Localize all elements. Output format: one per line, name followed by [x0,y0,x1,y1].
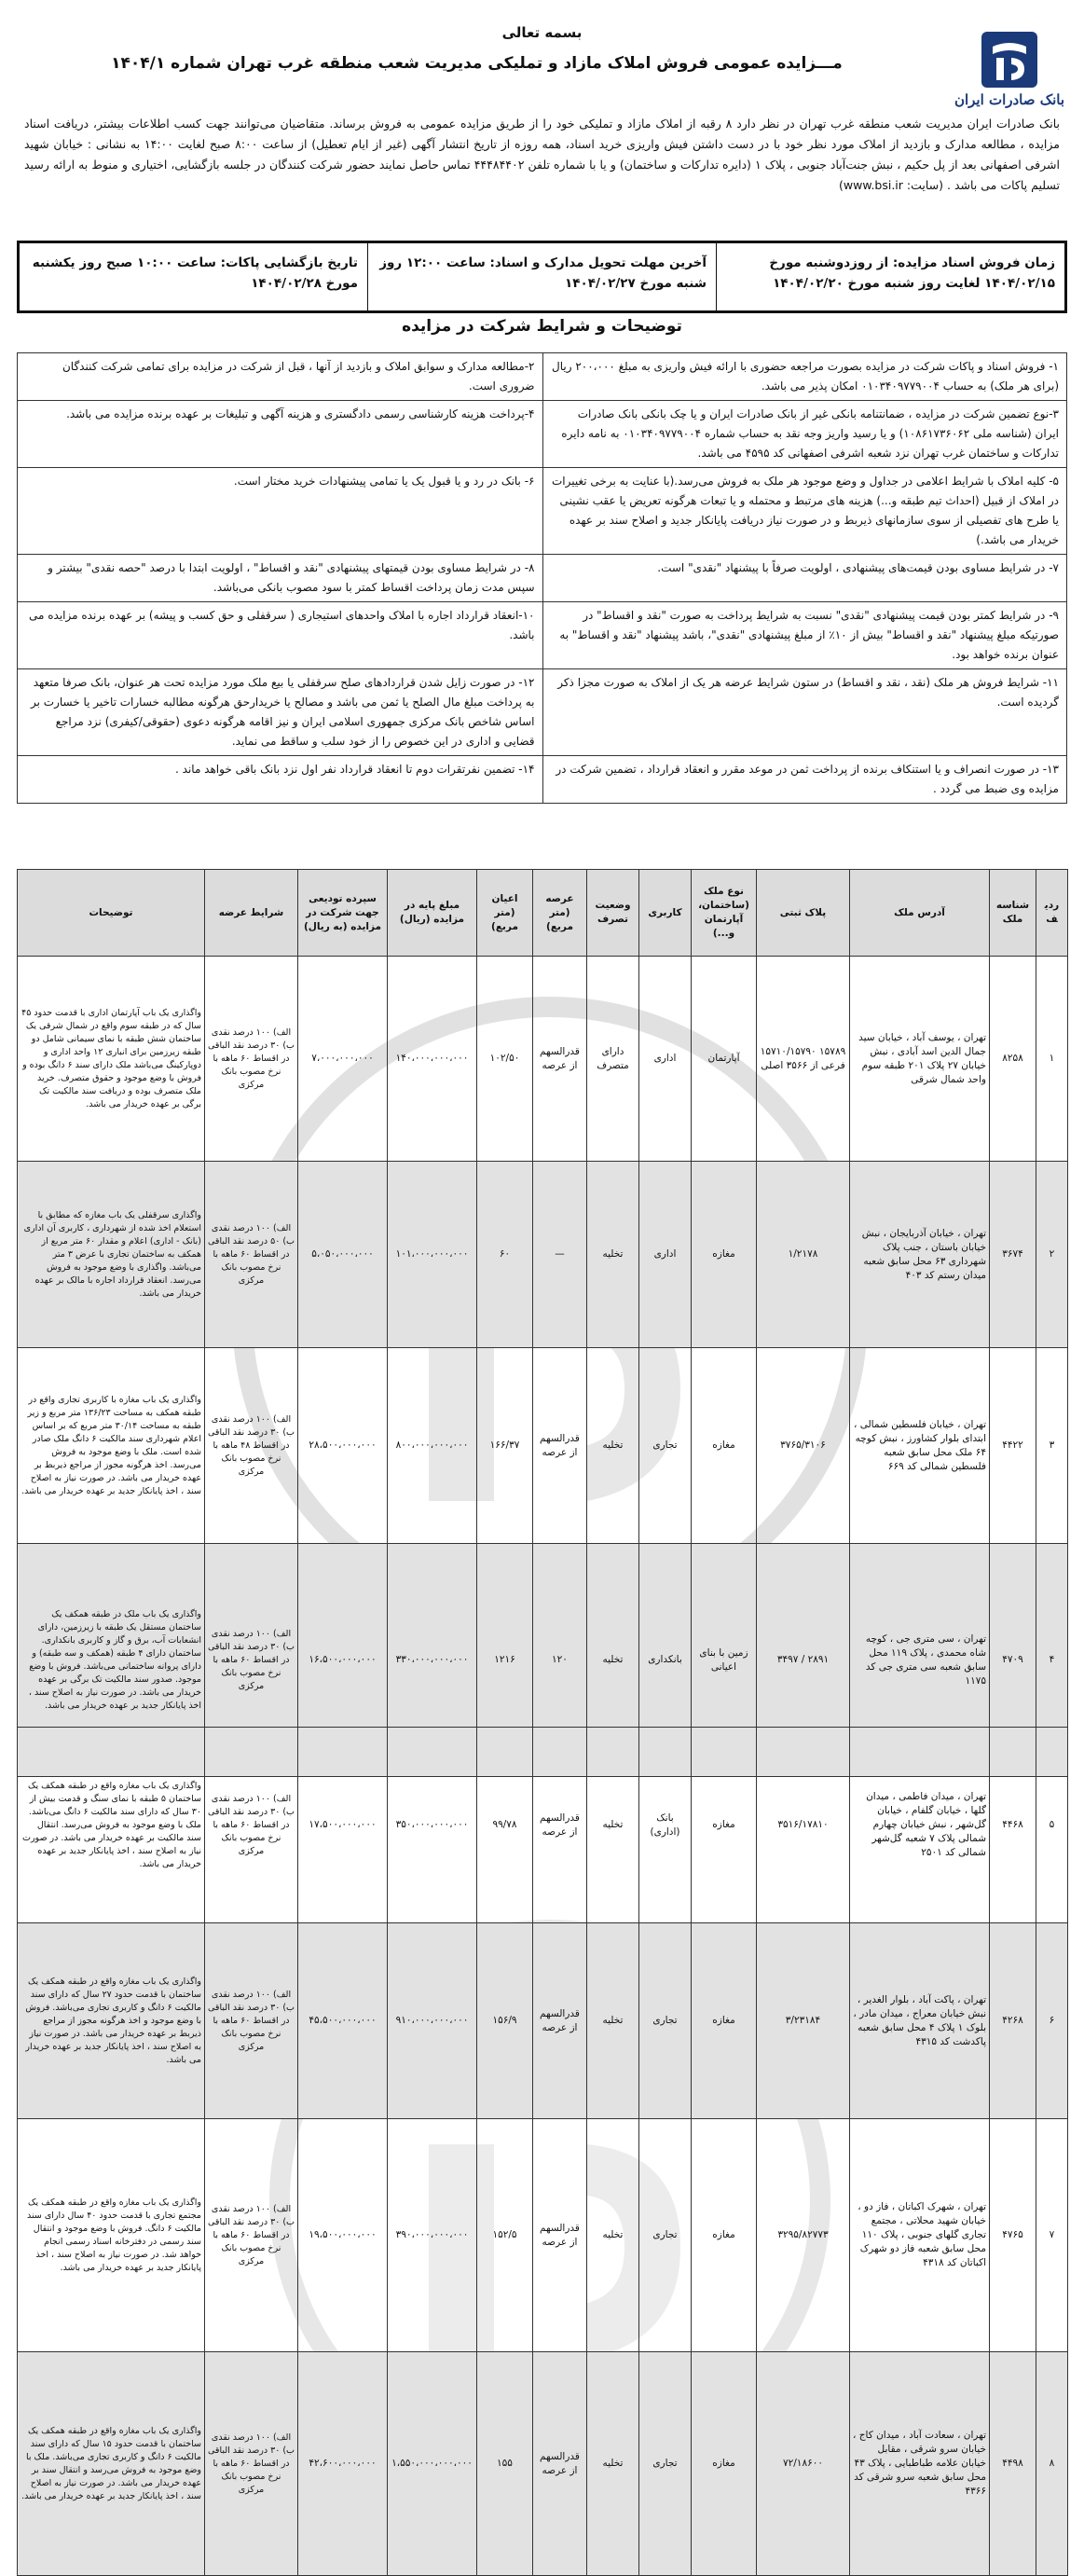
property-address: تهران ، پاکت آباد ، بلوار الغدیر ، نبش خیابان معراج ، میدان مادر ، بلوک ۱ پلاک ۴ محل سابق شعبه پاکدشت کد ۴۳۱۵ [850,1923,990,2119]
property-description: واگذاری یک باب آپارتمان اداری با قدمت حدود ۴۵ سال که در طبقه سوم واقع در شمال شرقی یک ساختمان شش طبقه با نمای سیمانی شامل دو طبقه زیرزمین برای انباری ۱۲ واحد اداری و دوپارکینگ می‌باشد ملک دارای سند ۶ دانگ بوده و فروش با وضع موجود و حقوق متصرف. خرید ملک متصرف بوده و دریافت سند مالکیت تک برگی بر عهده خریدار می باشد. [18,957,205,1162]
land-area: قدرالسهم از عرصه [533,2352,587,2576]
condition-4: ۴-پرداخت هزینه کارشناسی رسمی دادگستری و هزینه آگهی و تبلیغات بر عهده برنده مزایده می باشد. [66,407,535,420]
table-row [18,1923,1068,2119]
property-id: ۳۶۷۴ [990,1162,1036,1348]
property-id: ۴۴۹۸ [990,2352,1036,2576]
property-type: زمین با بنای اعیانی [692,1544,757,1777]
schedule-sale: زمان فروش اسناد مزایده: از روزدوشنبه مورخ ۱۴۰۴/۰۲/۱۵ لغایت روز شنبه مورخ ۱۴۰۴/۰۲/۲۰ [716,243,1064,310]
column-header: اعیان (متر مربع) [477,870,533,957]
column-header: پلاک ثبتی [757,870,850,957]
land-area: — [533,1162,587,1348]
property-id: ۴۴۶۸ [990,1728,1036,1923]
property-id: ۴۲۶۸ [990,1923,1036,2119]
occupancy-status: دارای متصرف [587,957,639,1162]
condition-1: ۱- فروش اسناد و پاکات شرکت در مزایده بصورت مراجعه حضوری با ارائه فیش واریزی به مبلغ ۲۰۰،۰۰۰ ریال (برای هر ملک) به حساب ۰۱۰۳۴۰۹۷۷۹۰۰۴ امکان پذیر می باشد. [542,353,1067,400]
offer-terms: الف) ۱۰۰ درصد نقدی ب) ۳۰ درصد نقد الباقی در اقساط ۶۰ ماهه با نرخ مصوب بانک مرکزی [205,1728,298,1923]
deposit-amount: ۱۶،۵۰۰،۰۰۰،۰۰۰ [298,1544,388,1777]
occupancy-status: تخلیه [587,1544,639,1777]
condition-14: ۱۴- تضمین نفرتقرات دوم تا انعقاد قرارداد نفر اول نزد بانک باقی خواهد ماند . [175,763,535,776]
registration-plaque: ۳۵۱۶/۱۷۸۱۰ [757,1728,850,1923]
condition-11: ۱۱- شرایط فروش هر ملک (نقد ، نقد و اقساط) در ستون شرایط عرضه هر یک از املاک به صورت مجزا ذکر گردیده است. [542,669,1067,755]
deposit-amount: ۴۲،۶۰۰،۰۰۰،۰۰۰ [298,2352,388,2576]
condition-6: ۶- بانک در رد و یا قبول یک یا تمامی پیشنهادات خرید مختار است. [233,475,535,488]
column-header: شرایط عرضه [205,870,298,957]
conditions-row [18,756,1066,803]
building-area: ۱۲۱۶ [477,1544,533,1777]
table-row [18,1348,1068,1544]
condition-13: ۱۳- در صورت انصراف و یا استنکاف برنده از پرداخت ثمن در موعد مقرر و انعقاد قرارداد ، تضمین شرکت در مزایده وی ضبط می گردد . [542,756,1067,803]
condition-2: ۲-مطالعه مدارک و سوابق املاک و بازدید از آنها ، قبل از شرکت در مزایده برای تمامی شرکت کنندگان ضروری است. [62,360,535,393]
column-header: وضعیت تصرف [587,870,639,957]
land-area: قدرالسهم از عرصه [533,1728,587,1923]
building-area: ۱۵۲/۵ [477,2119,533,2352]
table-row [18,1162,1068,1348]
schedule-deadline: آخرین مهلت تحویل مدارک و اسناد: ساعت ۱۲:۰۰ روز شنبه مورخ ۱۴۰۴/۰۲/۲۷ [367,243,716,310]
column-header: سپرده تودیعی جهت شرکت در مزایده (به ریال) [298,870,388,957]
row-number: ۱ [1036,957,1068,1162]
property-use: اداری [639,957,692,1162]
registration-plaque: ۱۵۷۸۹ ۱۵۷۱۰/۱۵۷۹۰ فرعی از ۳۵۶۶ اصلی [757,957,850,1162]
property-type: مغازه [692,2119,757,2352]
properties-table [17,869,1068,1777]
offer-terms: الف) ۱۰۰ درصد نقدی ب) ۳۰ درصد نقد الباقی در اقساط ۴۸ ماهه با نرخ مصوب بانک مرکزی [205,1348,298,1544]
table-header-row [18,870,1068,957]
condition-8: ۸- در شرایط مساوی بودن قیمتهای پیشنهادی "نقد و اقساط" ، اولویت ابتدا با درصد "حصه نقدی" بیشتر و سپس مدت زمان پرداخت اقساط کمتر با سود مصوب بانکی می‌باشد. [48,561,535,594]
property-type: مغازه [692,1162,757,1348]
property-description: واگذاری یک باب ملک در طبقه همکف یک ساختمان مستقل یک طبقه با زیرزمین، دارای انشعابات آب، برق و گاز و کاربری بانکداری. ساختمان دارای ۴ طبقه (همکف و سه طبقه) و دارای پروانه ساختمانی می‌باشد. فروش با وضع موجود. صدور سند مالکیت تک برگی بر عهده خریدار می باشد. در صورت نیاز به اصلاح سند ، اخذ پایانکار جدید بر عهده خریدار می باشد. [18,1544,205,1777]
bank-name: بانک صادرات ایران [954,91,1065,108]
conditions-row [18,468,1066,555]
property-address: تهران ، سی متری جی ، کوچه شاه محمدی ، پلاک ۱۱۹ محل سابق شعبه سی متری جی کد ۱۱۷۵ [850,1544,990,1777]
schedule-opening: تاریخ بازگشایی پاکات: ساعت ۱۰:۰۰ صبح روز یکشنبه مورخ ۱۴۰۴/۰۲/۲۸ [32,255,358,291]
row-number: ۶ [1036,1923,1068,2119]
occupancy-status: تخلیه [587,1728,639,1923]
base-price: ۳۹۰،۰۰۰،۰۰۰،۰۰۰ [388,2119,477,2352]
deposit-amount: ۲۸،۵۰۰،۰۰۰،۰۰۰ [298,1348,388,1544]
building-area: ۶۰ [477,1162,533,1348]
conditions-title: توضیحات و شرایط شرکت در مزایده [402,317,682,336]
row-number: ۴ [1036,1544,1068,1777]
property-type: مغازه [692,1923,757,2119]
property-address: تهران ، خیابان آذربایجان ، نبش خیابان باستان ، جنب پلاک شهرداری ۶۳ محل سابق شعبه میدان رستم کد ۴۰۳ [850,1162,990,1348]
offer-terms: الف) ۱۰۰ درصد نقدی ب) ۵۰ درصد نقد الباقی در اقساط ۶۰ ماهه با نرخ مصوب بانک مرکزی [205,1162,298,1348]
base-price: ۱۴۰،۰۰۰،۰۰۰،۰۰۰ [388,957,477,1162]
conditions-row [18,602,1066,669]
property-id: ۴۴۲۲ [990,1348,1036,1544]
land-area: قدرالسهم از عرصه [533,957,587,1162]
registration-plaque: ۳/۲۳۱۸۴ [757,1923,850,2119]
schedule-box [17,241,1067,313]
property-use: اداری [639,1162,692,1348]
conditions-row [18,669,1066,756]
bank-logo [954,30,1065,108]
condition-9: ۹- در شرایط کمتر بودن قیمت پیشنهادی "نقدی" نسبت به شرایط پرداخت به صورت "نقد و اقساط" در صورتیکه مبلغ پیشنهاد "نقد و اقساط" بیش از ۱۰٪ از مبلغ پیشنهادی "نقدی"، باشد پیشنهاد "نقد و اقساط" به عنوان برنده خواهد بود. [542,602,1067,668]
property-use: تجاری [639,1923,692,2119]
row-number: ۲ [1036,1162,1068,1348]
property-address: تهران ، خیابان فلسطین شمالی ، ابتدای بلوار کشاورز ، نبش کوچه ۶۴ ملک محل سابق شعبه فلسطین شمالی کد ۶۶۹ [850,1348,990,1544]
property-address: تهران ، یوسف آباد ، خیابان سید جمال الدین اسد آبادی ، نبش خیابان ۲۷ پلاک ۲۰۱ طبقه سوم واحد شمال شرقی [850,957,990,1162]
column-header: توضیحات [18,870,205,957]
registration-plaque: ۳۷۶۵/۳۱۰۶ [757,1348,850,1544]
property-id: ۴۷۶۵ [990,2119,1036,2352]
row-number: ۵ [1036,1728,1068,1923]
property-use: تجاری [639,1348,692,1544]
condition-3: ۳-نوع تضمین شرکت در مزایده ، ضمانتنامه بانکی غیر از بانک صادرات ایران و یا چک بانکی بانک صادرات ایران (شناسه ملی ۱۰۸۶۱۷۳۶۰۶۲) و یا رسید واریز وجه نقد به حساب شماره ۰۱۰۳۴۰۹۷۷۹۰۰۴ به نامه دایره تدارکات و ساختمان غرب تهران نزد شعبه اشرفی اصفهانی کد ۴۵۹۵ می باشد. [542,401,1067,467]
row-number: ۸ [1036,2352,1068,2576]
occupancy-status: تخلیه [587,1923,639,2119]
conditions-row [18,401,1066,468]
basmala: بسمه تعالی [501,24,583,41]
table-row [18,2352,1068,2576]
base-price: ۸۰۰،۰۰۰،۰۰۰،۰۰۰ [388,1348,477,1544]
table-row [18,2119,1068,2352]
column-header: مبلغ پایه در مزایده (ریال) [388,870,477,957]
land-area: ۱۲۰ [533,1544,587,1777]
condition-5: ۵- کلیه املاک با شرایط اعلامی در جداول و وضع موجود هر ملک به فروش می‌رسد.(با عنایت به برخی تغییرات در املاک از قبیل (احداث تیم طبقه و...) هزینه های مرتبط و محتمله و یا تبعات هرگونه تعریض یا عقب نشینی یا طرح های تفصیلی از سوی سازمانهای ذیربط و در صورت نیاز دریافت پایانکار جدید و اصلاح سند بر عهده خریدار می باشد.) [542,468,1067,554]
base-price: ۳۵۰،۰۰۰،۰۰۰،۰۰۰ [388,1728,477,1923]
registration-plaque: ۷۲/۱۸۶۰۰ [757,2352,850,2576]
registration-plaque: ۲۸۹۱ / ۳۴۹۷ [757,1544,850,1777]
conditions-table [17,352,1067,804]
offer-terms: الف) ۱۰۰ درصد نقدی ب) ۳۰ درصد نقد الباقی در اقساط ۶۰ ماهه با نرخ مصوب بانک مرکزی [205,1544,298,1777]
deposit-amount: ۱۷،۵۰۰،۰۰۰،۰۰۰ [298,1728,388,1923]
property-description: واگذاری سرقفلی یک باب مغازه که مطابق با استعلام اخذ شده از شهرداری ، کاربری آن اداری (بانک - اداری) اعلام و مقدار ۶۰ متر مربع از همکف به ساختمان تجاری با عرض ۳ متر می‌باشد. واگذاری با وضع موجود به فروش می‌رسد. انعقاد قرارداد اجاره با مالک بر عهده خریدار می باشد. [18,1162,205,1348]
offer-terms: الف) ۱۰۰ درصد نقدی ب) ۳۰ درصد نقد الباقی در اقساط ۶۰ ماهه با نرخ مصوب بانک مرکزی [205,1923,298,2119]
land-area: قدرالسهم از عرصه [533,1923,587,2119]
deposit-amount: ۱۹،۵۰۰،۰۰۰،۰۰۰ [298,2119,388,2352]
conditions-row [18,555,1066,602]
offer-terms: الف) ۱۰۰ درصد نقدی ب) ۳۰ درصد نقد الباقی در اقساط ۶۰ ماهه با نرخ مصوب بانک مرکزی [205,2119,298,2352]
property-id: ۸۲۵۸ [990,957,1036,1162]
property-description: واگذاری یک باب مغازه با کاربری تجاری واقع در طبقه همکف به مساحت ۱۳۶/۲۳ متر مربع و زیر طبقه به مساحت ۳۰/۱۴ متر مربع که بر اساس اعلام شهرداری سند مالکیت ۶ دانگ ملک صادر شده است. ملک با وضع موجود به فروش می‌رسد. اخذ هرگونه مجوز از مراجع ذیربط بر عهده خریدار می باشد. در صورت نیاز به اصلاح سند ، اخذ پایانکار جدید بر عهده خریدار می باشد. [18,1348,205,1544]
property-description: واگذاری یک باب مغازه واقع در طبقه همکف یک ساختمان با قدمت حدود ۱۵ سال که دارای سند مالکیت ۶ دانگ و کاربری تجاری می‌باشد. ملک با وضع موجود به فروش می‌رسد و انتقال سند بر عهده خریدار می باشد. در صورت نیاز به اصلاح سند ، اخذ پایانکار جدید بر عهده خریدار می باشد. [18,2352,205,2576]
property-description: واگذاری یک باب مغازه واقع در طبقه همکف یک ساختمان ۵ طبقه با نمای سنگ و قدمت بیش از ۳۰ سال که دارای سند مالکیت ۶ دانگ می‌باشد. ملک با وضع موجود به فروش می‌رسد. انتقال سند مالکیت بر عهده خریدار می باشد. در صورت نیاز به اصلاح سند ، اخذ پایانکار جدید بر عهده خریدار می باشد. [18,1728,205,1923]
building-area: ۱۶۶/۳۷ [477,1348,533,1544]
property-type: مغازه [692,1348,757,1544]
occupancy-status: تخلیه [587,2119,639,2352]
base-price: ۳۳۰،۰۰۰،۰۰۰،۰۰۰ [388,1544,477,1777]
deposit-amount: ۷،۰۰۰،۰۰۰،۰۰۰ [298,957,388,1162]
base-price: ۱۰۱،۰۰۰،۰۰۰،۰۰۰ [388,1162,477,1348]
property-address: تهران ، سعادت آباد ، میدان کاج ، خیابان سرو شرقی ، مقابل خیابان علامه طباطبایی ، پلاک ۴۳ محل سابق شعبه سرو شرقی کد ۴۳۶۶ [850,2352,990,2576]
property-type: مغازه [692,1728,757,1923]
property-use: بانکداری [639,1544,692,1777]
column-header: آدرس ملک [850,870,990,957]
land-area: قدرالسهم از عرصه [533,2119,587,2352]
deposit-amount: ۵،۰۵۰،۰۰۰،۰۰۰ [298,1162,388,1348]
row-number: ۳ [1036,1348,1068,1544]
building-area: ۱۵۵ [477,2352,533,2576]
conditions-row [18,353,1066,401]
base-price: ۱،۵۵۰،۰۰۰،۰۰۰،۰۰۰ [388,2352,477,2576]
condition-10: ۱۰-انعقاد قرارداد اجاره با املاک واحدهای استیجاری ( سرقفلی و حق کسب و پیشه) بر عهده برنده مزایده می باشد. [28,609,535,641]
condition-12: ۱۲- در صورت زایل شدن قراردادهای صلح سرقفلی یا بیع ملک مورد مزایده تحت هر عنوان، بانک صرفا متعهد به پرداخت مبلغ مال الصلح یا ثمن می باشد و مصالح یا خریدارحق هرگونه مطالبه خسارات تاخیر یا خسارت بر اساس شاخص بانک مرکزی جمهوری اسلامی ایران و نیز اقامه هرگونه دعوی (حقوقی/کیفری) نزد مراجع قضایی و اداری در این خصوص را از خود سلب و ساقط می نماید. [31,676,535,748]
property-use: تجاری [639,2119,692,2352]
row-number: ۷ [1036,2119,1068,2352]
intro-text: بانک صادرات ایران مدیریت شعب منطقه غرب تهران در نظر دارد ۸ رقبه از املاک مازاد و تملیکی خود را از طریق مزایده عمومی به فروش برساند. متقاضیان می‌توانند جهت کسب اطلاعات بیشتر، دریافت اسناد مزایده ، مطالعه مدارک و بازدید از املاک مورد نظر خود با در دست داشتن فیش واریزی خرید اسناد، همه روزه از تاریخ انتشار آگهی (غیر از ایام تعطیل) از ساعت ۸:۰۰ صبح لغایت ۱۴:۰۰ به نشانی : خیابان شهید اشرفی اصفهانی بعد از پل حکیم ، نبش جنت‌آباد جنوبی ، پلاک ۱ (دایره تدارکات و ساختمان) و یا با شماره تلفن ۴۴۴۸۴۴۰۲ تماس حاصل نمایند حضور شرکت کنندگان در جلسه بازگشایی، اختیاری و منوط به ارائه رسید تسلیم پاکات می باشد . (سایت: www.bsi.ir) [24,117,1060,192]
property-use: بانک (اداری) [639,1728,692,1923]
property-use: تجاری [639,2352,692,2576]
deposit-amount: ۴۵،۵۰۰،۰۰۰،۰۰۰ [298,1923,388,2119]
property-description: واگذاری یک باب مغازه واقع در طبقه همکف یک ساختمان با قدمت حدود ۲۷ سال که دارای سند مالکیت ۶ دانگ و کاربری تجاری می‌باشد. فروش با وضع موجود و اخذ هرگونه مجوز از مراجع ذیربط بر عهده خریدار می باشد. در صورت نیاز به اصلاح سند ، اخذ پایانکار جدید بر عهده خریدار می باشد. [18,1923,205,2119]
occupancy-status: تخلیه [587,1162,639,1348]
properties-table-continued [17,1727,1068,2576]
base-price: ۹۱۰،۰۰۰،۰۰۰،۰۰۰ [388,1923,477,2119]
registration-plaque: ۳۲۹۵/۸۲۷۷۳ [757,2119,850,2352]
table-row [18,1728,1068,1923]
table-row [18,957,1068,1162]
column-header: عرصه (متر مربع) [533,870,587,957]
property-description: واگذاری یک باب مغازه واقع در طبقه همکف یک مجتمع تجاری با قدمت حدود ۴۰ سال دارای سند مالکیت ۶ دانگ. فروش با وضع موجود و انتقال سند رسمی در دفترخانه اسناد رسمی انجام خواهد شد. در صورت نیاز به اصلاح سند ، اخذ پایانکار جدید بر عهده خریدار می باشد. [18,2119,205,2352]
offer-terms: الف) ۱۰۰ درصد نقدی ب) ۳۰ درصد نقد الباقی در اقساط ۶۰ ماهه با نرخ مصوب بانک مرکزی [205,2352,298,2576]
column-header: نوع ملک (ساختمان، آپارتمان و...) [692,870,757,957]
building-area: ۹۹/۷۸ [477,1728,533,1923]
building-area: ۱۵۶/۹ [477,1923,533,2119]
building-area: ۱۰۲/۵۰ [477,957,533,1162]
property-address: تهران ، شهرک اکباتان ، فاز دو ، خیابان شهید محلاتی ، مجتمع تجاری گلهای جنوبی ، پلاک ۱۱۰ محل سابق شعبه فاز دو شهرک اکباتان کد ۴۳۱۸ [850,2119,990,2352]
property-id: ۴۷۰۹ [990,1544,1036,1777]
registration-plaque: ۱/۲۱۷۸ [757,1162,850,1348]
occupancy-status: تخلیه [587,2352,639,2576]
header [17,21,1067,226]
column-header: شناسه ملک [990,870,1036,957]
property-address: تهران ، میدان فاطمی ، میدان گلها ، خیابان گلفام ، خیابان گل‌شهر ، نبش خیابان چهارم شمالی پلاک ۷ شعبه گل‌شهر شمالی کد ۲۵۰۱ [850,1728,990,1923]
column-header: کاربری [639,870,692,957]
offer-terms: الف) ۱۰۰ درصد نقدی ب) ۳۰ درصد نقد الباقی در اقساط ۶۰ ماهه با نرخ مصوب بانک مرکزی [205,957,298,1162]
condition-7: ۷- در شرایط مساوی بودن قیمت‌های پیشنهادی ، اولویت صرفاً با پیشنهاد "نقدی" است. [542,555,1067,601]
page-title: مـــزایده عمومی فروش املاک مازاد و تملیکی مدیریت شعب منطقه غرب تهران شماره ۱۴۰۴/۱ [111,54,843,73]
property-type: مغازه [692,2352,757,2576]
land-area: قدرالسهم از عرصه [533,1348,587,1544]
column-header: ردیف [1036,870,1068,957]
property-type: آپارتمان [692,957,757,1162]
occupancy-status: تخلیه [587,1348,639,1544]
